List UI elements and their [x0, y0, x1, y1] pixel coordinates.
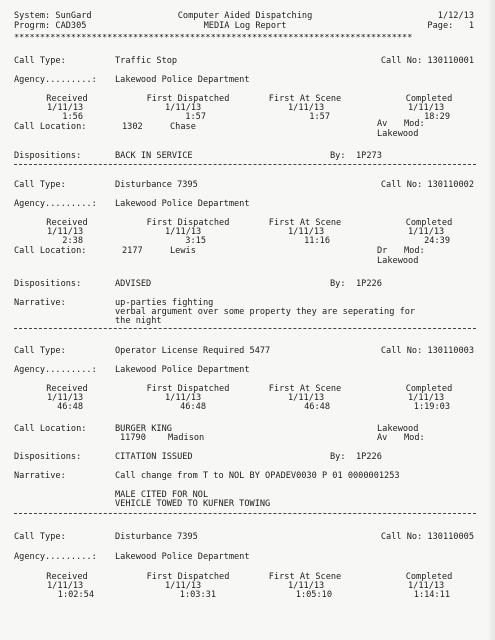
call-type: Operator License Required 5477 — [115, 346, 271, 356]
by-officer: 1P226 — [356, 279, 382, 289]
received-date: 1/11/13 — [47, 393, 84, 403]
location-label: Call Location: — [14, 122, 87, 132]
agency-label: Agency.........: — [14, 552, 97, 562]
location-city: Lakewood — [377, 256, 419, 266]
agency-label: Agency.........: — [14, 75, 97, 85]
received-time: 1:56 — [62, 112, 83, 122]
call-type-label: Call Type: — [14, 56, 66, 66]
received-date: 1/11/13 — [47, 227, 84, 237]
call-type: Disturbance 7395 — [115, 180, 198, 190]
report-subtitle: MEDIA Log Report — [203, 21, 287, 31]
location-street: Chase — [170, 122, 196, 132]
narrative-line: verbal argument over some property they are seperating for — [115, 307, 416, 317]
location-street: Lewis — [170, 246, 196, 256]
by-label: By: — [330, 279, 346, 289]
agency-label: Agency.........: — [14, 199, 97, 209]
dispositions-label: Dispositions: — [14, 151, 82, 161]
received-time: 46:48 — [57, 402, 83, 412]
dispositions-label: Dispositions: — [14, 279, 82, 289]
scene-header: First At Scene — [268, 94, 342, 104]
report-date: 1/12/13 — [437, 11, 474, 21]
disposition: CITATION ISSUED — [115, 452, 193, 462]
received-header: Received — [46, 218, 88, 228]
call-type-label: Call Type: — [14, 532, 66, 542]
completed-time: 1:14:11 — [413, 590, 450, 600]
scene-header: First At Scene — [268, 218, 342, 228]
call-type-label: Call Type: — [14, 180, 66, 190]
location-city: Lakewood — [377, 424, 419, 434]
completed-time: 18:29 — [424, 112, 450, 122]
completed-header: Completed — [405, 218, 453, 228]
location-number: 2177 — [122, 246, 143, 256]
dispatched-time: 3:15 — [185, 236, 206, 246]
call-type: Traffic Stop — [115, 56, 178, 66]
completed-header: Completed — [405, 572, 453, 582]
scene-time: 1:05:10 — [295, 590, 332, 600]
dispatched-date: 1/11/13 — [165, 581, 202, 591]
dispatched-header: First Dispatched — [146, 94, 230, 104]
scene-time: 11:16 — [304, 236, 330, 246]
by-officer: 1P273 — [356, 151, 382, 161]
call-number: Call No: 130110005 — [380, 532, 474, 542]
mod-label: Mod: — [404, 246, 425, 256]
narrative-line: MALE CITED FOR NOL — [115, 490, 209, 500]
header-separator: ***************************************************************************** — [14, 34, 413, 43]
completed-time: 1:19:03 — [413, 402, 450, 412]
scene-header: First At Scene — [268, 572, 342, 582]
completed-date: 1/11/13 — [408, 581, 445, 591]
received-header: Received — [46, 572, 88, 582]
scan-shadow — [487, 0, 495, 640]
record-separator — [14, 328, 476, 329]
call-number: Call No: 130110003 — [380, 346, 474, 356]
record-separator — [14, 513, 476, 514]
call-number: Call No: 130110001 — [380, 56, 474, 66]
dispatched-date: 1/11/13 — [165, 393, 202, 403]
location-number: 11790 — [120, 433, 146, 443]
by-label: By: — [330, 151, 346, 161]
agency: Lakewood Police Department — [115, 552, 250, 562]
mod-label: Mod: — [404, 433, 425, 443]
received-time: 1:02:54 — [57, 590, 94, 600]
call-type-label: Call Type: — [14, 346, 66, 356]
agency: Lakewood Police Department — [115, 365, 250, 375]
received-date: 1/11/13 — [47, 103, 84, 113]
location-suffix: Av — [377, 433, 388, 443]
dispatched-time: 1:03:31 — [179, 590, 216, 600]
dispatched-time: 46:48 — [180, 402, 206, 412]
system-label: System: SunGard — [14, 11, 92, 21]
disposition: BACK IN SERVICE — [115, 151, 193, 161]
completed-date: 1/11/13 — [408, 103, 445, 113]
page-number: Page: 1 — [427, 21, 474, 31]
narrative-line: Call change from T to NOL BY OPADEV0030 P 01 0000001253 — [115, 471, 400, 481]
completed-date: 1/11/13 — [408, 393, 445, 403]
completed-date: 1/11/13 — [408, 227, 445, 237]
call-number: Call No: 130110002 — [380, 180, 474, 190]
dispatched-header: First Dispatched — [146, 384, 230, 394]
narrative-label: Narrative: — [14, 298, 66, 308]
mod-label: Mod: — [404, 119, 425, 129]
location-suffix: Av — [377, 119, 388, 129]
scene-date: 1/11/13 — [288, 227, 325, 237]
location-number: 1302 — [122, 122, 143, 132]
dispatched-time: 1:57 — [185, 112, 206, 122]
location-label: Call Location: — [14, 424, 87, 434]
by-label: By: — [330, 452, 346, 462]
scene-header: First At Scene — [268, 384, 342, 394]
scene-date: 1/11/13 — [288, 103, 325, 113]
narrative-line: VEHICLE TOWED TO KUFNER TOWING — [115, 499, 271, 509]
location-name: BURGER KING — [115, 424, 172, 434]
received-time: 2:38 — [62, 236, 83, 246]
completed-header: Completed — [405, 384, 453, 394]
received-date: 1/11/13 — [47, 581, 84, 591]
agency-label: Agency.........: — [14, 365, 97, 375]
dispositions-label: Dispositions: — [14, 452, 82, 462]
dispatched-date: 1/11/13 — [165, 103, 202, 113]
received-header: Received — [46, 94, 88, 104]
narrative-line: the night — [115, 316, 162, 326]
completed-time: 24:39 — [424, 236, 450, 246]
dispatched-date: 1/11/13 — [165, 227, 202, 237]
location-label: Call Location: — [14, 246, 87, 256]
disposition: ADVISED — [115, 279, 152, 289]
narrative-line: up-parties fighting — [115, 298, 214, 308]
location-street: Madison — [168, 433, 205, 443]
by-officer: 1P226 — [356, 452, 382, 462]
narrative-label: Narrative: — [14, 471, 66, 481]
record-separator — [14, 164, 476, 165]
location-suffix: Dr — [377, 246, 388, 256]
received-header: Received — [46, 384, 88, 394]
scene-time: 46:48 — [304, 402, 330, 412]
call-type: Disturbance 7395 — [115, 532, 198, 542]
dispatched-header: First Dispatched — [146, 572, 230, 582]
scene-date: 1/11/13 — [288, 581, 325, 591]
report-title: Computer Aided Dispatching — [177, 11, 313, 21]
dispatched-header: First Dispatched — [146, 218, 230, 228]
agency: Lakewood Police Department — [115, 199, 250, 209]
completed-header: Completed — [405, 94, 453, 104]
scene-time: 1:57 — [309, 112, 330, 122]
location-city: Lakewood — [377, 129, 419, 139]
scene-date: 1/11/13 — [288, 393, 325, 403]
program-label: Progrm: CAD305 — [14, 21, 87, 31]
agency: Lakewood Police Department — [115, 75, 250, 85]
